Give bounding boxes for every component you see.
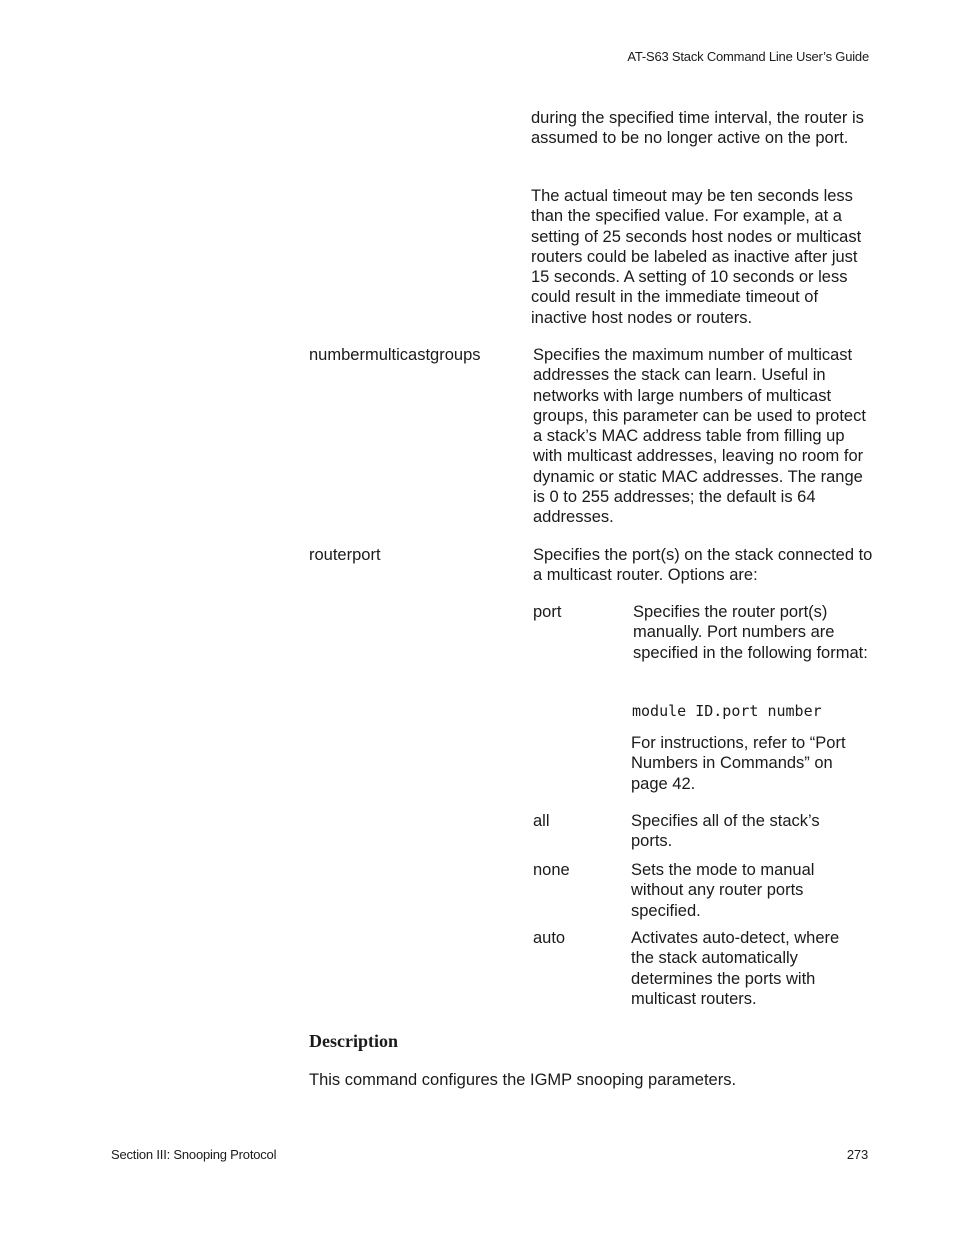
running-header: AT-S63 Stack Command Line User’s Guide [627,49,869,64]
port-reference-note: For instructions, refer to “Port Numbers in Commands” on page 42. [631,734,846,793]
option-desc-all: Specifies all of the stack’s ports. [631,812,820,851]
intro-paragraph-2: The actual timeout may be ten seconds less than the specified value. For example, at a setting of 25 seconds host nodes or multicast routers could be labeled as inactive after just 15 seconds. A setting of 10 seconds or less could result in the immediate timeout of inactive host nodes or routers. [531,187,862,327]
section-heading-description: Description [309,1031,398,1051]
option-name-port: port [533,603,562,621]
param-name-numbermulticastgroups: numbermulticastgroups [309,346,481,364]
option-desc-port: Specifies the router port(s) manually. Port numbers are specified in the following format: [633,603,868,662]
param-desc-numbermulticastgroups: Specifies the maximum number of multicast addresses the stack can learn. Useful in networks with large numbers of multicast groups, this parameter can be used to protect a stack’s MAC address table from filling up with multicast addresses, leaving no room for dynamic or static MAC addresses. The range is 0 to 255 addresses; the default is 64 addresses. [533,346,866,527]
option-name-all: all [533,812,550,830]
option-name-none: none [533,861,570,879]
description-text: This command configures the IGMP snooping parameters. [309,1071,737,1089]
page-number: 273 [846,1147,868,1162]
footer-section: Section III: Snooping Protocol [111,1147,277,1162]
option-desc-none: Sets the mode to manual without any router ports specified. [631,861,815,920]
param-name-routerport: routerport [309,546,381,564]
option-name-auto: auto [533,929,566,947]
intro-paragraph-1: during the specified time interval, the router is assumed to be no longer active on the port. [531,109,864,148]
port-format-code: module ID.port number [632,702,822,720]
option-desc-auto: Activates auto-detect, where the stack automatically determines the ports with multicast routers. [631,929,840,1008]
param-desc-routerport: Specifies the port(s) on the stack connected to a multicast router. Options are: [533,546,873,585]
